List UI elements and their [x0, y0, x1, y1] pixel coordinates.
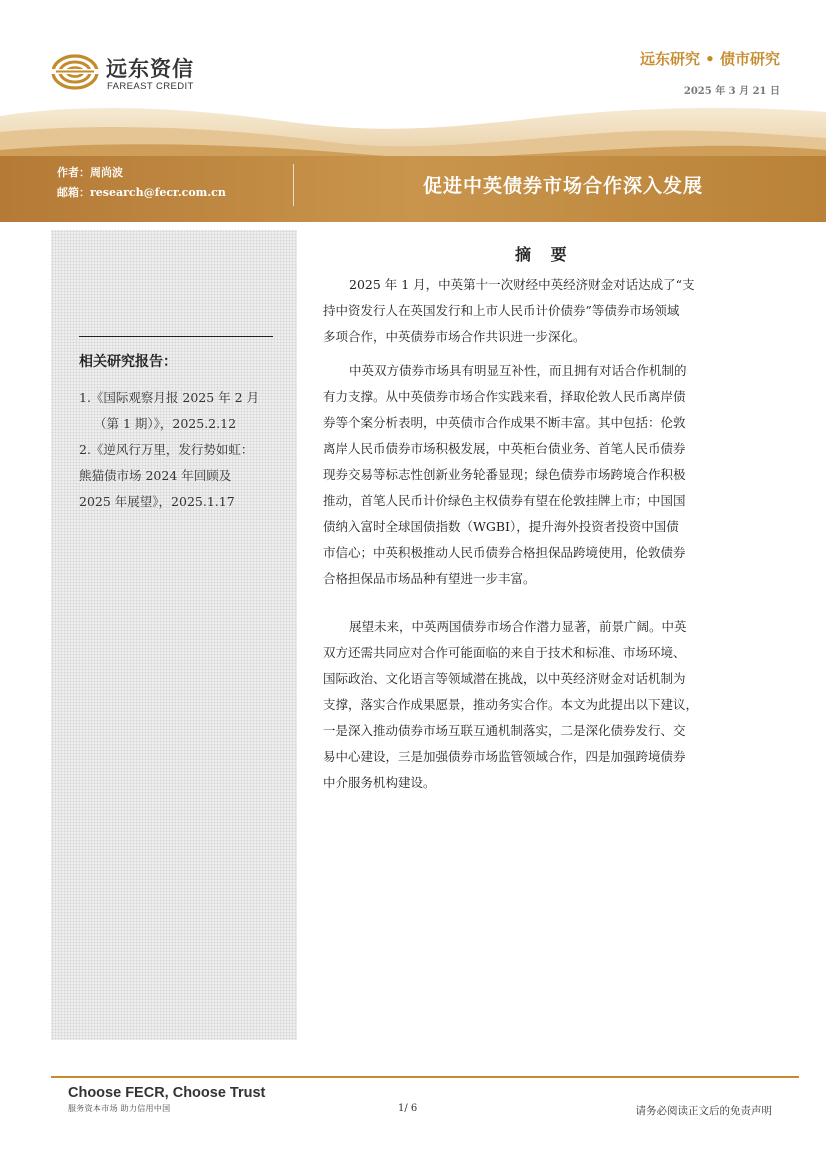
paragraph-line: 双方还需共同应对合作可能面临的来自于技术和标准、市场环境、 — [323, 645, 686, 660]
paragraph-line: 有力支撑。从中英债券市场合作实践来看，择取伦敦人民币离岸债 — [323, 389, 686, 404]
email-line — [57, 184, 226, 200]
paragraph-line: 推动，首笔人民币计价绿色主权债券有望在伦敦挂牌上市；中国国 — [323, 493, 686, 508]
related-report-item-1[interactable] — [79, 385, 259, 437]
author-name: 周尚波 — [90, 166, 123, 179]
related-reports-sidebar — [51, 230, 297, 1040]
paragraph-line: 支撑，落实合作成果愿景，推动务实合作。本文为此提出以下建议， — [323, 697, 699, 712]
footer-disclaimer: 请务必阅读正文后的免责声明 — [635, 1105, 772, 1117]
paragraph-line: 市信心；中英积极推动人民币债券合格担保品跨境使用，伦敦债券 — [323, 545, 686, 560]
paragraph-line: 持中资发行人在英国发行和上市人民币计价债券”等债券市场领域 — [323, 303, 680, 318]
related-report-2-line-3: 2025 年展望》，2025.1.17 — [79, 494, 235, 509]
logo-english-name: FAREAST CREDIT — [107, 81, 194, 92]
paragraph-line: 现券交易等标志性创新业务轮番显现；绿色债券市场跨境合作积极 — [323, 467, 686, 482]
title-banner — [0, 98, 826, 222]
related-report-2-line-2: 熊猫债市场 2024 年回顾及 — [79, 468, 232, 483]
paragraph-line: 合格担保品市场品种有望进一步丰富。 — [323, 571, 536, 586]
footer-divider — [51, 1076, 799, 1078]
paragraph-line: 中介服务机构建设。 — [323, 775, 436, 790]
abstract-paragraph-2 — [323, 358, 768, 592]
paragraph-line: 券等个案分析表明，中英债市合作成果不断丰富。其中包括：伦敦 — [323, 415, 686, 430]
related-reports-heading: 相关研究报告： — [79, 354, 177, 370]
dune-background-graphic — [0, 98, 826, 222]
paragraph-line: 中英双方债券市场具有明显互补性，而且拥有对话合作机制的 — [349, 363, 687, 378]
related-report-item-2[interactable] — [79, 437, 253, 515]
paragraph-line: 离岸人民币债券市场积极发展，中英柜台债业务、首笔人民币债券 — [323, 441, 686, 456]
page-number: 1/ 6 — [398, 1103, 418, 1114]
abstract-paragraph-3 — [323, 614, 768, 796]
related-report-1-line-2: （第 1 期）》，2025.2.12 — [94, 416, 237, 431]
report-date: 2025 年 3 月 21 日 — [683, 86, 780, 97]
email-label: 邮箱： — [57, 186, 90, 199]
email-address[interactable]: research@fecr.com.cn — [90, 186, 226, 199]
banner-divider — [293, 164, 294, 206]
author-label: 作者： — [57, 166, 90, 179]
paragraph-line: 国际政治、文化语言等领域潜在挑战，以中英经济财金对话机制为 — [323, 671, 686, 686]
paragraph-line: 一是深入推动债券市场互联互通机制落实，二是深化债券发行、交 — [323, 723, 686, 738]
company-logo — [50, 52, 210, 96]
logo-chinese-name: 远东资信 — [106, 57, 194, 81]
footer-tagline: 服务资本市场 助力信用中国 — [68, 1104, 171, 1113]
sidebar-divider — [79, 336, 273, 337]
fareast-logo-icon — [50, 52, 100, 92]
paragraph-line: 2025 年 1 月，中英第十一次财经中英经济财金对话达成了“支 — [349, 277, 695, 292]
abstract-paragraph-1 — [323, 272, 768, 350]
report-series: 远东研究 • 债市研究 — [639, 50, 780, 68]
footer-slogan: Choose FECR, Choose Trust — [68, 1085, 266, 1101]
paragraph-line: 债纳入富时全球国债指数（WGBI），提升海外投资者投资中国债 — [323, 519, 679, 534]
paragraph-line: 易中心建设，三是加强债券市场监管领域合作，四是加强跨境债券 — [323, 749, 686, 764]
author-line — [57, 164, 123, 180]
abstract-heading: 摘 要 — [515, 245, 574, 264]
paragraph-line: 多项合作，中英债券市场合作共识进一步深化。 — [323, 329, 586, 344]
related-report-1-line-1: 1.《国际观察月报 2025 年 2 月 — [79, 390, 260, 405]
document-title: 促进中英债券市场合作深入发展 — [422, 175, 703, 197]
paragraph-line: 展望未来，中英两国债券市场合作潜力显著，前景广阔。中英 — [349, 619, 687, 634]
related-report-2-line-1: 2.《逆风行万里，发行势如虹： — [79, 442, 254, 457]
